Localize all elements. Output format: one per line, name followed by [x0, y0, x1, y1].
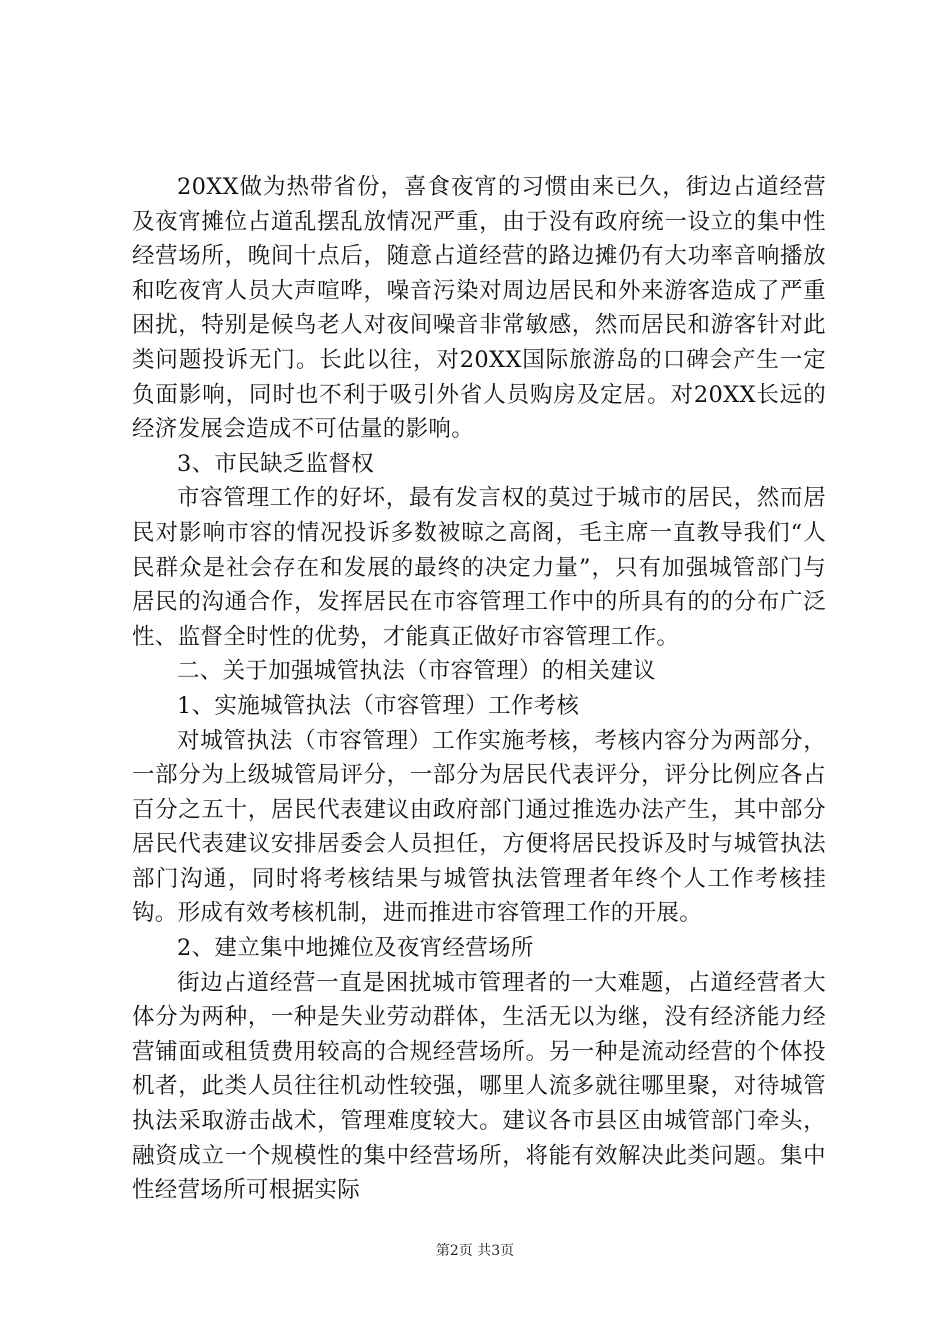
page-number: 第2页 共3页	[435, 1243, 515, 1259]
document-body	[132, 170, 826, 1208]
paragraph-market-venues: 街边占道经营一直是困扰城市管理者的一大难题，占道经营者大体分为两种，一种是失业劳动群体，生活无以为继，没有经济能力经营铺面或租赁费用较高的合规经营场所。另一种是流动经营的个体投机者，此类人员往往机动性较强，哪里人流多就往哪里聚，对待城管执法采取游击战术，管理难度较大。建议各市县区由城管部门牵头，融资成立一个规模性的集中经营场所，将能有效解决此类问题。集中性经营场所可根据实际	[132, 969, 826, 1204]
heading-suggestions: 二、关于加强城管执法（市容管理）的相关建议	[177, 658, 656, 685]
heading-market-venues: 2、建立集中地摊位及夜宵经营场所	[177, 935, 534, 962]
paragraph-noise-problem: 20XX做为热带省份，喜食夜宵的习惯由来已久，街边占道经营及夜宵摊位占道乱摆乱放情况严重，由于没有政府统一设立的集中性经营场所，晚间十点后，随意占道经营的路边摊仍有大功率音响播放和吃夜宵人员大声喧哗，噪音污染对周边居民和外来游客造成了严重困扰，特别是候鸟老人对夜间噪音非常敏感，然而居民和游客针对此类问题投诉无门。长此以往，对20XX国际旅游岛的口碑会产生一定负面影响，同时也不利于吸引外省人员购房及定居。对20XX长远的经济发展会造成不可估量的影响。	[132, 174, 826, 443]
heading-assessment: 1、实施城管执法（市容管理）工作考核	[177, 692, 580, 719]
heading-citizen-supervision: 3、市民缺乏监督权	[177, 450, 375, 477]
paragraph-assessment: 对城管执法（市容管理）工作实施考核，考核内容分为两部分，一部分为上级城管局评分，一部分为居民代表评分，评分比例应各占百分之五十，居民代表建议由政府部门通过推选办法产生，其中部分居民代表建议安排居委会人员担任，方便将居民投诉及时与城管执法部门沟通，同时将考核结果与城管执法管理者年终个人工作考核挂钩。形成有效考核机制，进而推进市容管理工作的开展。	[132, 727, 826, 927]
paragraph-citizen-supervision: 市容管理工作的好坏，最有发言权的莫过于城市的居民，然而居民对影响市容的情况投诉多数被晾之高阁，毛主席一直教导我们“人民群众是社会存在和发展的最终的决定力量”，只有加强城管部门与居民的沟通合作，发挥居民在市容管理工作中的所具有的的分布广泛性、监督全时性的优势，才能真正做好市容管理工作。	[132, 485, 826, 650]
